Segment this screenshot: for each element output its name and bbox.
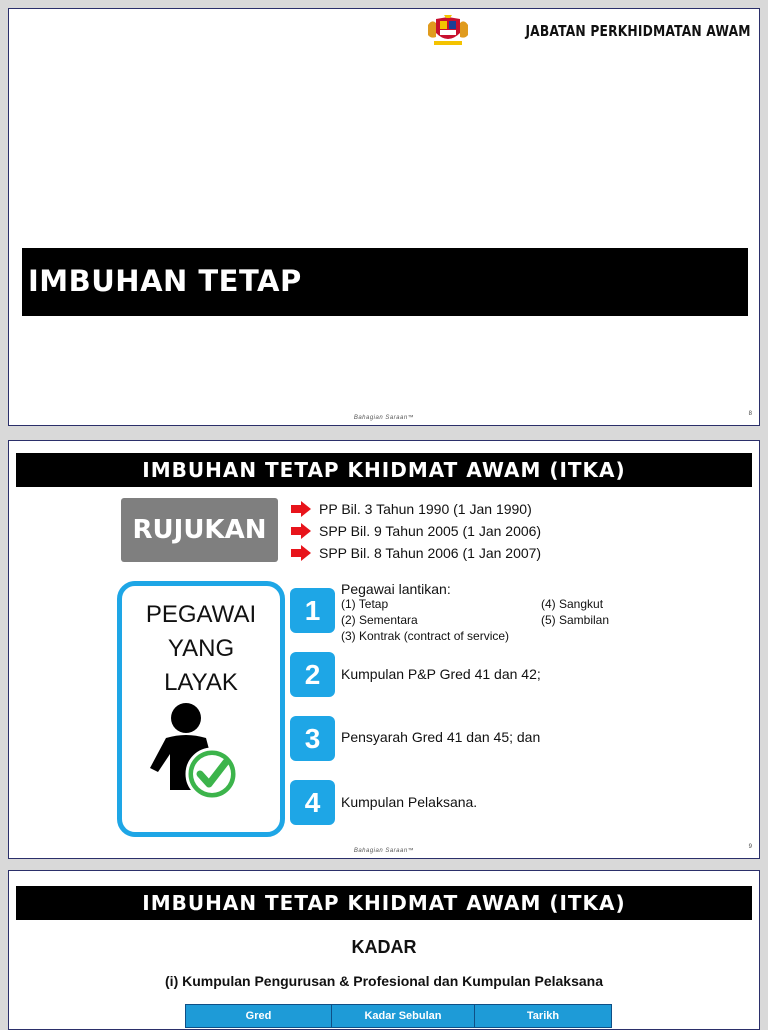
- reference-item: [291, 520, 541, 542]
- criterion-number-badge: 4: [290, 780, 335, 825]
- slide-title: IMBUHAN TETAP KHIDMAT AWAM (ITKA): [16, 453, 752, 487]
- appointment-type: (4) Sangkut: [541, 597, 604, 611]
- slide-10: [8, 870, 760, 1030]
- eligible-line: PEGAWAI: [145, 601, 257, 628]
- appointment-type: (3) Kontrak (contract of service): [341, 629, 510, 643]
- reference-item: [291, 542, 541, 564]
- appointment-row: [341, 597, 609, 613]
- section-title-bar: [22, 248, 748, 316]
- appointment-row: [341, 629, 609, 645]
- appointment-type: (5) Sambilan: [541, 613, 610, 627]
- org-header: [426, 15, 751, 47]
- column-header-gred: Gred: [186, 1005, 332, 1028]
- page-number: 9: [748, 844, 752, 850]
- reference-list: [291, 498, 541, 564]
- criterion-number-badge: 2: [290, 652, 335, 697]
- rate-subheading: (i) Kumpulan Pengurusan & Profesional dan Kumpulan Pelaksana: [165, 973, 603, 989]
- appointment-type-list: [341, 597, 609, 645]
- reference-text: SPP Bil. 9 Tahun 2005 (1 Jan 2006): [319, 523, 542, 539]
- column-header-tarikh: Tarikh: [475, 1005, 612, 1028]
- rate-table: [185, 1004, 612, 1028]
- red-arrow-icon: [291, 545, 311, 561]
- red-arrow-icon: [291, 523, 311, 539]
- slide-9: [8, 440, 760, 859]
- criterion-text: Pegawai lantikan:: [341, 581, 451, 597]
- criterion-number-badge: 1: [290, 588, 335, 633]
- appointment-row: [341, 613, 609, 629]
- coat-of-arms-icon: [426, 15, 470, 47]
- reference-text: PP Bil. 3 Tahun 1990 (1 Jan 1990): [319, 501, 532, 517]
- criterion-text: Kumpulan Pelaksana.: [341, 794, 478, 810]
- section-title: IMBUHAN TETAP: [28, 264, 302, 298]
- appointment-type: (2) Sementara: [341, 613, 418, 627]
- eligible-line: YANG: [167, 635, 235, 662]
- slide-footer: Bahagian Saraan™: [353, 848, 415, 854]
- table-header-row: [186, 1005, 612, 1028]
- page-number: 8: [748, 411, 752, 417]
- criterion-number-badge: 3: [290, 716, 335, 761]
- eligible-officers-box: [117, 581, 285, 837]
- eligible-line: LAYAK: [164, 669, 238, 696]
- eligible-heading: [122, 598, 280, 700]
- reference-text: SPP Bil. 8 Tahun 2006 (1 Jan 2007): [319, 545, 542, 561]
- slide-title: IMBUHAN TETAP KHIDMAT AWAM (ITKA): [16, 886, 752, 920]
- appointment-type: (1) Tetap: [341, 597, 389, 611]
- criterion-text: Pensyarah Gred 41 dan 45; dan: [341, 729, 541, 745]
- slide-8: [8, 8, 760, 426]
- red-arrow-icon: [291, 501, 311, 517]
- person-check-icon: [144, 702, 244, 802]
- column-header-kadar-sebulan: Kadar Sebulan: [332, 1005, 475, 1028]
- reference-item: [291, 498, 541, 520]
- rate-heading: KADAR: [351, 937, 417, 957]
- org-name: JABATAN PERKHIDMATAN AWAM: [525, 22, 751, 40]
- rujukan-label: RUJUKAN: [121, 498, 278, 562]
- criterion-text: Kumpulan P&P Gred 41 dan 42;: [341, 666, 541, 682]
- slide-footer: Bahagian Saraan™: [353, 415, 415, 421]
